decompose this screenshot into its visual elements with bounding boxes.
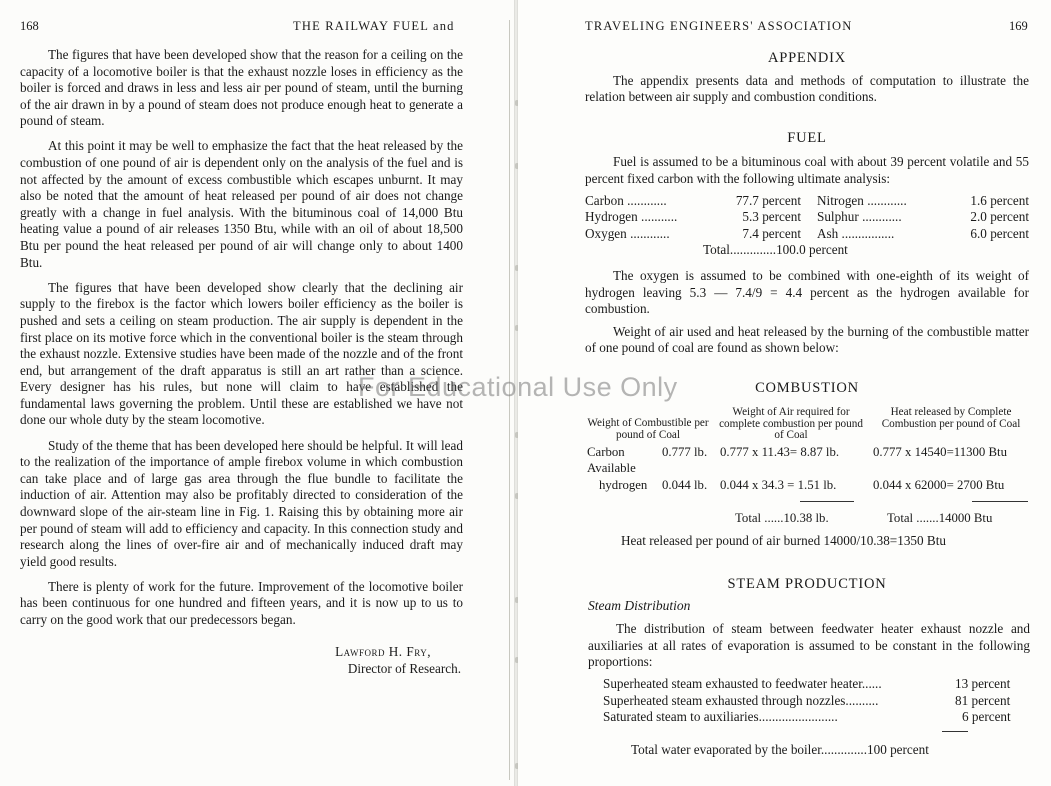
total-air: Total ......10.38 lb. (735, 511, 829, 525)
total-heat: Total .......14000 Btu (887, 511, 993, 525)
ultimate-analysis (585, 193, 1029, 243)
analysis-right-column (817, 193, 1029, 243)
right-page-number: 169 (1009, 19, 1028, 33)
steam-heading: STEAM PRODUCTION (727, 576, 887, 592)
analysis-row: Sulphur ............ 2.0 percent (817, 209, 1029, 225)
weight-text: Weight of air used and heat released by the burning of the combustible matter of one pound of coal are found as shown below: (585, 323, 1029, 356)
sum-rule (942, 731, 968, 732)
steam-row-label: Superheated steam exhausted to feedwater heater...... (603, 676, 882, 691)
row-heat: 0.777 x 14540=11300 Btu (873, 445, 1008, 459)
appendix-heading: APPENDIX (767, 50, 847, 66)
column-header: Heat released by Complete Combustion per pound of Coal (881, 406, 1021, 430)
left-page-number: 168 (20, 19, 39, 33)
appendix-text: The appendix presents data and methods of computation to illustrate the relation between air supply and combustion conditions. (585, 72, 1029, 105)
analysis-row: Oxygen ............ 7.4 percent (585, 225, 801, 241)
left-running-head: THE RAILWAY FUEL and (293, 19, 455, 33)
steam-row-value: 13 percent (955, 676, 1011, 691)
row-heat: 0.044 x 62000= 2700 Btu (873, 478, 1005, 492)
steam-subheading: Steam Distribution (588, 598, 691, 613)
sum-rule (800, 501, 854, 502)
steam-row-value: 81 percent (955, 693, 1011, 708)
sum-rule (972, 501, 1028, 502)
right-body (585, 50, 1029, 357)
steam-total: Total water evaporated by the boiler..............100 percent (631, 742, 929, 757)
analysis-row: Ash ................ 6.0 percent (817, 225, 1029, 241)
signature-title: Director of Research. (347, 660, 461, 676)
row-label: hydrogen (599, 478, 648, 492)
row-label: Available (587, 461, 636, 475)
paragraph: At this point it may be well to emphasize the fact that the heat released by the combustion of one pound of air is dependent only on the analysis of the fuel and is not affected by the amount of excess combustible which escapes unburnt. It may also be noted that the amount of heat released per pound of air does not change greatly with a change in fuel analysis. With the bituminous coal of 14,000 Btu heating value a pound of air releases 1350 Btu, while with an oil of about 18,500 Btu per pound the heat released per pound of air will change only to about 1400 Btu. (20, 138, 463, 270)
row-weight: 0.777 lb. (662, 445, 708, 459)
paragraph: There is plenty of work for the future. Improvement of the locomotive boiler has been continuous for one hundred and fifteen years, and it is now up to us to carry on the good work that our predecessors began. (20, 578, 463, 627)
left-body (20, 47, 463, 677)
right-running-head: TRAVELING ENGINEERS' ASSOCIATION (585, 19, 853, 33)
oxygen-text: The oxygen is assumed to be combined with one-eighth of its weight of hydrogen leaving 5.3 — 7.4/9 = 4.4 percent as the hydrogen available for combustion. (585, 267, 1029, 317)
paragraph: The figures that have been developed show clearly that the declining air supply to the firebox is the factor which lowers boiler efficiency as the boiler is pushed and sets a ceiling on steam production. The air supply is dependent in the first place on its motive force which in the conventional boiler is the steam through the exhaust nozzle. Extensive studies have been made of the nozzle and of the front end, but arrangement of the draft apparatus is still an art rather than a science. Every designer has his rules, but none will claim to have established the fundamental laws governing the problem. Until these are established we have not done our whole duty by the steam locomotive. (20, 279, 463, 428)
watermark: For Educational Use Only (358, 372, 678, 402)
steam-text: The distribution of steam between feedwater heater exhaust nozzle and auxiliaries at all rates of evaporation is assumed to be constant in the following proportions: (588, 621, 1030, 670)
steam-row-label: Superheated steam exhausted through nozzles.......... (603, 693, 879, 708)
column-header: Weight of Combustible per pound of Coal (587, 417, 709, 441)
steam-row-value: 6 percent (962, 709, 1011, 724)
analysis-row: Carbon ............ 77.7 percent (585, 192, 801, 208)
paragraph: Study of the theme that has been developed here should be helpful. It will lead to the realization of the importance of ample firebox volume in which combustion can take place and of large gas area through the flue bundle to facilitate the induction of air. Attention may also be profitably directed to consideration of the downward slope of the air-steam line in Fig. 1. Raising this by obtaining more air per pound of steam will add to efficiency and capacity. In this connection study and research along the lines of over-fire air and of mechanically induced draft may yield good results. (20, 437, 463, 569)
fuel-text: Fuel is assumed to be a bituminous coal with about 39 percent volatile and 55 percent fixed carbon with the following ultimate analysis: (585, 154, 1029, 186)
row-label: Carbon (587, 445, 625, 459)
combustion-heading: COMBUSTION (755, 380, 859, 396)
column-header: Weight of Air required for complete combustion per pound of Coal (719, 406, 863, 441)
fuel-heading: FUEL (787, 129, 827, 146)
analysis-row: Hydrogen ........... 5.3 percent (585, 209, 801, 225)
analysis-total: Total..............100.0 percent (703, 242, 848, 258)
row-air: 0.777 x 11.43= 8.87 lb. (720, 445, 840, 459)
row-air: 0.044 x 34.3 = 1.51 lb. (720, 478, 837, 492)
heat-per-air: Heat released per pound of air burned 14000/10.38=1350 Btu (621, 533, 946, 548)
row-weight: 0.044 lb. (662, 478, 708, 492)
analysis-left-column (585, 193, 801, 243)
analysis-row: Nitrogen ............ 1.6 percent (817, 192, 1029, 208)
signature (20, 643, 463, 677)
steam-row-label: Saturated steam to auxiliaries........................ (603, 709, 838, 724)
paragraph: The figures that have been developed show that the reason for a ceiling on the capacity of a locomotive boiler is that the exhaust nozzle loses in efficiency as the boiler is forced and draws in less and less air per pound of steam, until the burning of the air drawn in by a pound of steam does not produce enough heat to generate a pound of steam. (20, 47, 463, 129)
signature-name: Lawford H. Fry, (335, 643, 431, 659)
